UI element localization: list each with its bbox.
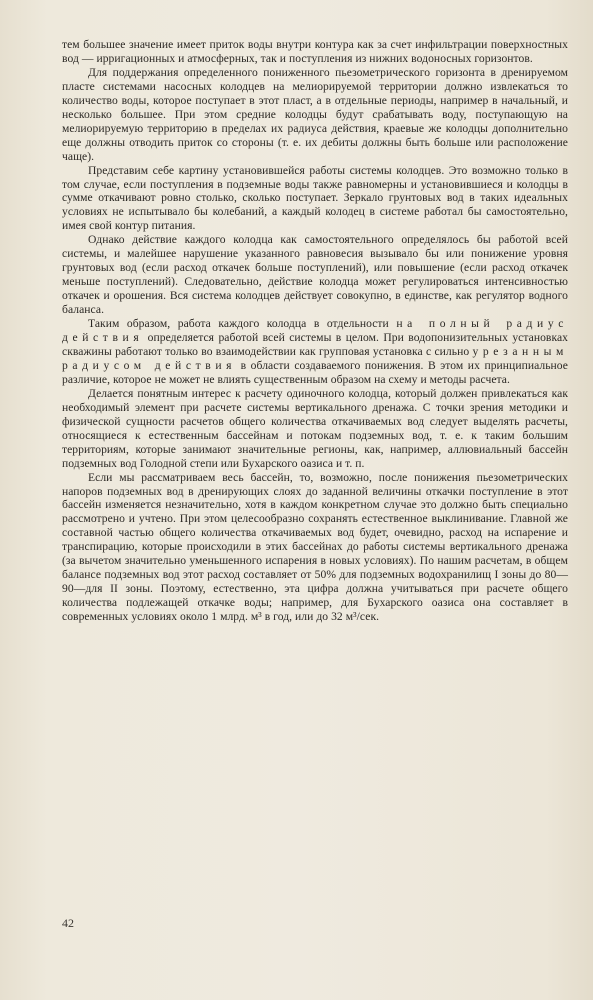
body-text	[62, 38, 568, 624]
spaced-emphasis: урезанным радиусом действия	[62, 344, 568, 372]
paragraph	[62, 66, 568, 164]
page-number: 42	[62, 916, 74, 930]
paragraph	[62, 317, 568, 387]
text-run: тем большее значение имеет приток воды внутри контура как за счет инфильтрации поверхностных вод — ирригационных и атмосферных, так и поступления из нижних водоносных горизонтов.	[62, 38, 568, 65]
text-run: Однако действие каждого колодца как самостоятельного определялось бы работой всей системы, и малейшее нарушение указанного равновесия вызывало бы или понижение уровня грунтовых вод (если расход откачек больше поступлений), или повышение (если расход откачек меньше поступлений). Следовательно, действие колодца может регулироваться интенсивностью откачек и орошения. Вся система колодцев действует совокупно, в единстве, как регулятор водного баланса.	[62, 233, 568, 317]
text-run: Делается понятным интерес к расчету одиночного колодца, который должен привлекаться как необходимый элемент при расчете системы вертикального дренажа. С точки зрения методики и физической сущности расчетов общего количества откачиваемых вод следует выделять расчеты, относящиеся к естественным бассейнам и потокам подземных вод, т. е. к таким большим территориям, которые занимают значительные регионы, как, например, аллювиальный бассейн подземных вод Голодной степи или Бухарского оазиса и т. п.	[62, 386, 568, 470]
text-run: Для поддержания определенного пониженного пьезометрического горизонта в дренируемом пласте системами насосных колодцев на мелиорируемой территории должно извлекаться то количество воды, которое поступает в этот пласт, а в отдельные периоды, например в начальный, и несколько большее. При этом средние колодцы будут срабатывать воду, поступающую на мелиорируемую территорию в пределах их радиуса действия, краевые же колодцы дополнительно еще должны отводить приток со стороны (т. е. их дебиты должны быть больше или расположение чаще).	[62, 65, 568, 163]
text-run: в области создаваемого понижения. В этом их принципиальное различие, которое не может не влиять существенным образом на схему и методы расчета.	[62, 358, 568, 386]
text-run: Если мы рассматриваем весь бассейн, то, возможно, после понижения пьезометрических напоров подземных вод в дренирующих слоях до заданной величины откачки поступление в этот бассейн изменяется незначительно, хотя в каждом конкретном случае это должно быть специально рассмотрено и учтено. При этом целесообразно сохранять естественное выклинивание. Главной же составной частью общего количества откачиваемых вод будет, очевидно, расход на испарение и транспирацию, которые происходили в этих бассейнах до работы системы вертикального дренажа (за вычетом значительно уменьшенного испарения в новых условиях). По нашим расчетам, в общем балансе подземных вод этот расход составляет от 50% для подземных водохранилищ I зоны до 80—90—для II зоны. Поэтому, естественно, эта цифра должна учитываться при расчете общего количества подлежащей откачке воды; например, для Бухарского оазиса она составляет в современных условиях около 1 млрд. м³ в год, или до 32 м³/сек.	[62, 470, 568, 624]
paragraph	[62, 387, 568, 471]
paragraph	[62, 471, 568, 624]
text-run: Таким образом, работа каждого колодца в отдельности	[88, 317, 397, 331]
text-run: Представим себе картину установившейся работы системы колодцев. Это возможно только в том случае, если поступления в подземные воды также равномерны и установившиеся и колодцы в сумме откачивают ровно столько, сколько поступает. Зеркало грунтовых вод в таких идеальных условиях не испытывало бы колебаний, а каждый колодец в системе работал бы самостоятельно, имея свой контур питания.	[62, 163, 568, 233]
paragraph	[62, 164, 568, 234]
paragraph	[62, 233, 568, 317]
spaced-emphasis: на полный радиус действия	[62, 317, 568, 345]
paragraph	[62, 38, 568, 66]
text-run: определяется работой всей системы в целом. При водопонизительных установках скважины работают только во взаимодействии как групповая установка с сильно	[62, 331, 568, 358]
